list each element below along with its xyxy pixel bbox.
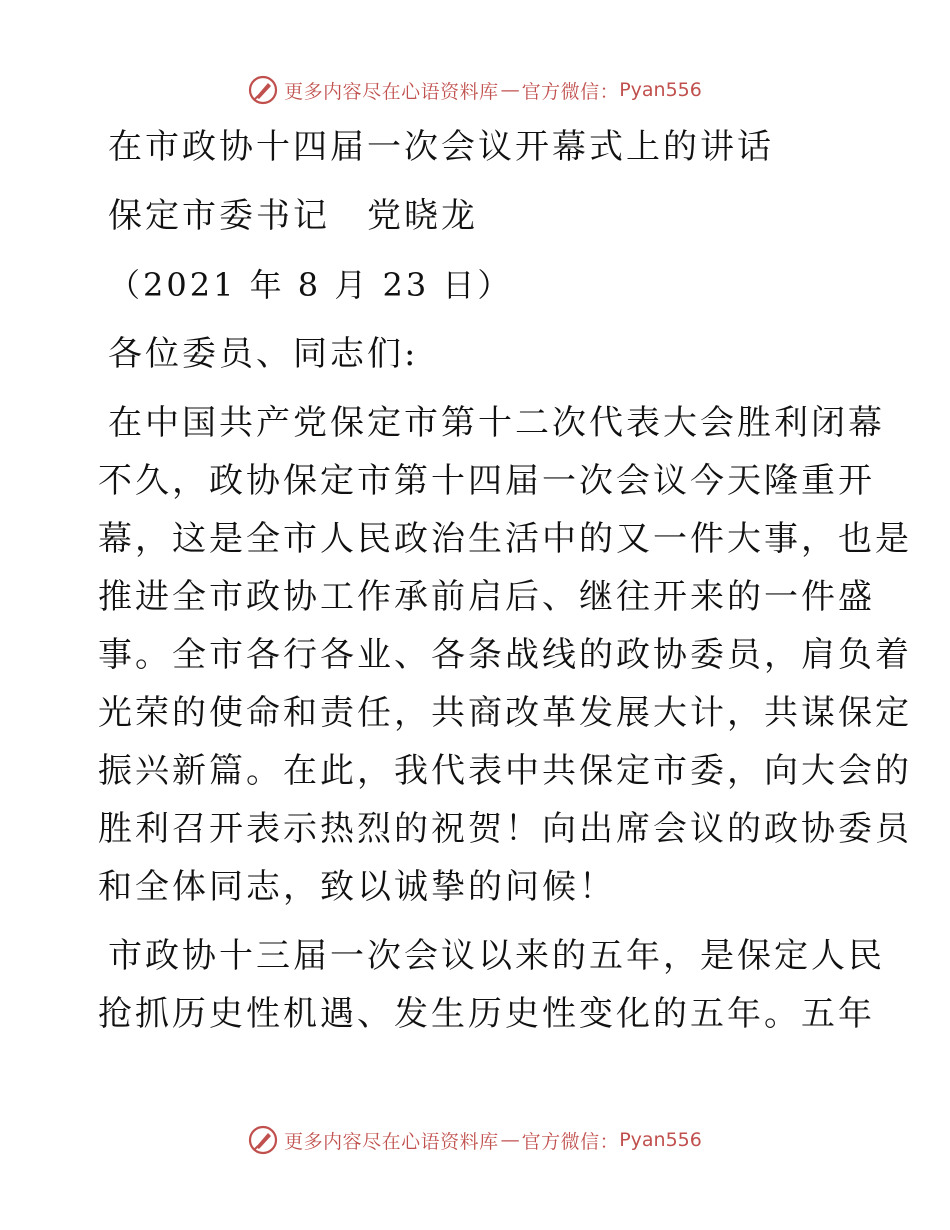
paragraph bbox=[98, 394, 912, 916]
watermark-brand: 更多内容尽在心语资料库 bbox=[284, 1130, 499, 1153]
paragraph-line: 光荣的使命和责任，共商改革发展大计，共谋保定 bbox=[98, 693, 912, 733]
watermark-brand: 更多内容尽在心语资料库 bbox=[284, 80, 499, 103]
paragraph-line: 不久，政协保定市第十四届一次会议今天隆重开 bbox=[98, 461, 875, 501]
watermark-separator: — bbox=[500, 79, 520, 101]
document-author: 保定市委书记 党晓龙 bbox=[108, 196, 478, 236]
watermark-separator: — bbox=[500, 1129, 520, 1151]
paragraph-line: 抢抓历史性机遇、发生历史性变化的五年。五年 bbox=[98, 994, 875, 1034]
watermark-footer bbox=[0, 1120, 950, 1160]
paragraph-line: 市政协十三届一次会议以来的五年，是保定人民 bbox=[108, 936, 885, 976]
watermark-label: 官方微信： bbox=[521, 80, 620, 103]
watermark-wechat-id: Pyan556 bbox=[619, 1129, 702, 1151]
paragraph-line: 胜利召开表示热烈的祝贺！向出席会议的政协委员 bbox=[98, 809, 912, 849]
paragraph-line: 振兴新篇。在此，我代表中共保定市委，向大会的 bbox=[98, 751, 912, 791]
document-date: （2021 年 8 月 23 日） bbox=[108, 266, 513, 304]
paragraph-line: 幕，这是全市人民政治生活中的又一件大事，也是 bbox=[98, 519, 912, 559]
paragraph-line: 和全体同志，致以诚挚的问候！ bbox=[98, 867, 616, 907]
watermark-wechat-id: Pyan556 bbox=[619, 79, 702, 101]
quill-logo-icon bbox=[248, 1125, 278, 1155]
paragraph-line: 推进全市政协工作承前启后、继往开来的一件盛 bbox=[98, 577, 875, 617]
document-salutation: 各位委员、同志们: bbox=[108, 334, 419, 374]
paragraph bbox=[98, 927, 885, 1043]
watermark-label: 官方微信： bbox=[521, 1130, 620, 1153]
document-body bbox=[98, 118, 912, 1054]
document-title: 在市政协十四届一次会议开幕式上的讲话 bbox=[108, 127, 774, 167]
quill-logo-icon bbox=[248, 75, 278, 105]
watermark-header bbox=[0, 70, 950, 110]
paragraph-line: 在中国共产党保定市第十二次代表大会胜利闭幕 bbox=[108, 403, 885, 443]
paragraph-line: 事。全市各行各业、各条战线的政协委员，肩负着 bbox=[98, 635, 912, 675]
